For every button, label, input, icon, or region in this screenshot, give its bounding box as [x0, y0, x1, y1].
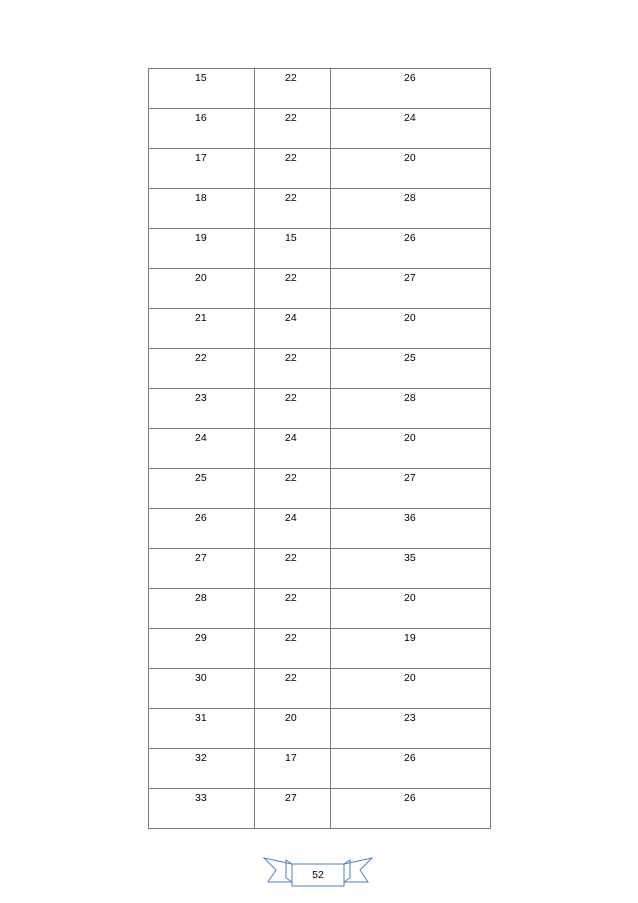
- table-cell: 22: [255, 269, 331, 309]
- table-row: [149, 509, 491, 549]
- table-row: [149, 789, 491, 829]
- table-cell: 32: [149, 749, 255, 789]
- table-row: [149, 629, 491, 669]
- table-cell: 26: [331, 229, 491, 269]
- table-cell: 20: [331, 149, 491, 189]
- page-number: 52: [312, 869, 324, 881]
- table-cell: 23: [331, 709, 491, 749]
- table-cell: 28: [331, 189, 491, 229]
- table-cell: 18: [149, 189, 255, 229]
- data-table: [148, 68, 491, 829]
- table-cell: 20: [331, 669, 491, 709]
- table-cell: 22: [255, 669, 331, 709]
- table-cell: 15: [149, 69, 255, 109]
- table-cell: 20: [331, 589, 491, 629]
- table-row: [149, 389, 491, 429]
- table-cell: 22: [255, 469, 331, 509]
- table-row: [149, 349, 491, 389]
- table-cell: 24: [255, 309, 331, 349]
- table-cell: 30: [149, 669, 255, 709]
- table-cell: 20: [149, 269, 255, 309]
- table-cell: 22: [255, 589, 331, 629]
- table-cell: 28: [331, 389, 491, 429]
- table-cell: 27: [149, 549, 255, 589]
- table-cell: 20: [255, 709, 331, 749]
- table-cell: 24: [255, 509, 331, 549]
- table-cell: 24: [331, 109, 491, 149]
- table-cell: 22: [255, 349, 331, 389]
- table-cell: 24: [149, 429, 255, 469]
- table-cell: 22: [255, 109, 331, 149]
- table-body: [149, 69, 491, 829]
- table-cell: 20: [331, 429, 491, 469]
- table-cell: 26: [331, 789, 491, 829]
- table-cell: 19: [149, 229, 255, 269]
- table-cell: 23: [149, 389, 255, 429]
- table-cell: 17: [149, 149, 255, 189]
- table-row: [149, 229, 491, 269]
- table-cell: 25: [149, 469, 255, 509]
- table-cell: 22: [255, 189, 331, 229]
- table-row: [149, 429, 491, 469]
- table-cell: 26: [331, 69, 491, 109]
- table-cell: 27: [255, 789, 331, 829]
- table-cell: 26: [149, 509, 255, 549]
- table-cell: 17: [255, 749, 331, 789]
- table-cell: 22: [255, 69, 331, 109]
- table-cell: 20: [331, 309, 491, 349]
- table-row: [149, 189, 491, 229]
- table-row: [149, 149, 491, 189]
- table-row: [149, 69, 491, 109]
- table-row: [149, 109, 491, 149]
- table-cell: 27: [331, 469, 491, 509]
- table-row: [149, 549, 491, 589]
- table-cell: 19: [331, 629, 491, 669]
- table-cell: 31: [149, 709, 255, 749]
- table-cell: 28: [149, 589, 255, 629]
- table-cell: 36: [331, 509, 491, 549]
- table-row: [149, 709, 491, 749]
- table-cell: 15: [255, 229, 331, 269]
- table-cell: 27: [331, 269, 491, 309]
- table-row: [149, 309, 491, 349]
- table-cell: 29: [149, 629, 255, 669]
- page-footer: [262, 854, 374, 890]
- table-cell: 22: [255, 549, 331, 589]
- table-cell: 22: [255, 389, 331, 429]
- table-row: [149, 469, 491, 509]
- table-row: [149, 669, 491, 709]
- table-cell: 24: [255, 429, 331, 469]
- table-cell: 33: [149, 789, 255, 829]
- table-cell: 35: [331, 549, 491, 589]
- table-cell: 21: [149, 309, 255, 349]
- table-row: [149, 749, 491, 789]
- table-cell: 22: [255, 629, 331, 669]
- table-row: [149, 589, 491, 629]
- table-row: [149, 269, 491, 309]
- table-cell: 22: [255, 149, 331, 189]
- table-cell: 16: [149, 109, 255, 149]
- table-cell: 25: [331, 349, 491, 389]
- table-cell: 22: [149, 349, 255, 389]
- table-cell: 26: [331, 749, 491, 789]
